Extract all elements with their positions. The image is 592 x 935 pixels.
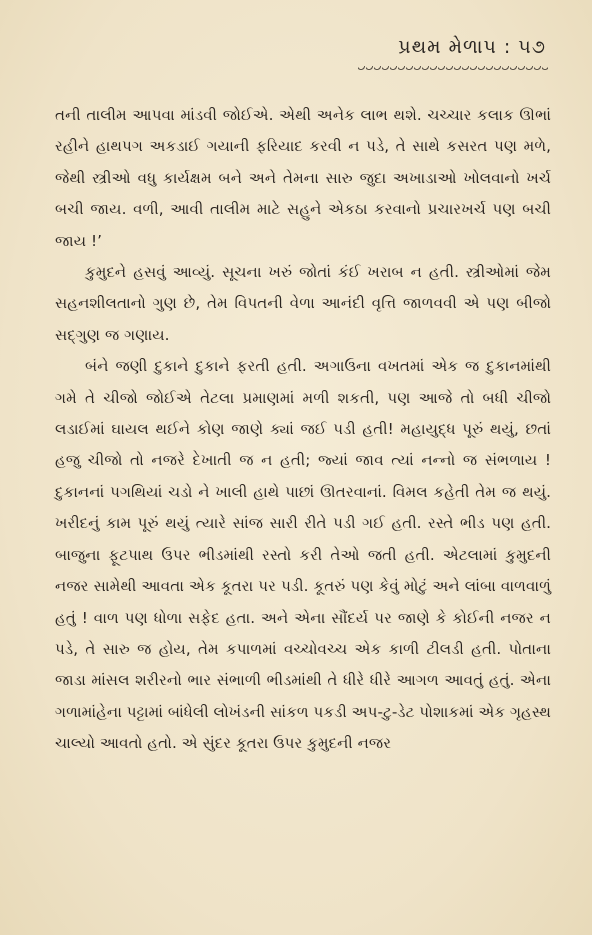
decorative-wavy-rule xyxy=(358,66,548,72)
paragraph-2: કુમુદને હસવું આવ્યું. સૂચના ખરું જોતાં કંઈ ખરાબ ન હતી. સ્ત્રીઓમાં જેમ સહનશીલતાનો ગુણ છે, તેમ વિપતની વેળા આનંદી વૃત્તિ જાળવવી એ પણ બીજો સદ્ગુણ જ ગણાય. xyxy=(55,263,551,344)
running-head: પ્રથમ મેળાપ : ૫૭ xyxy=(398,36,546,58)
body-text xyxy=(55,100,551,760)
paragraph-1: તની તાલીમ આપવા માંડવી જોઈએ. એથી અનેક લાભ થશે. ચચ્ચાર કલાક ઊભાં રહીને હાથપગ અકડાઈ ગયાની ફરિયાદ કરવી ન પડે, તે સાથે કસરત પણ મળે, જેથી સ્ત્રીઓ વધુ કાર્યક્ષમ બને અને તેમના સારુ જુદા અખાડાઓ ખોલવાનો ખર્ચ બચી જાય. વળી, આવી તાલીમ માટે સહુને એકઠા કરવાનો પ્રચારખર્ચ પણ બચી જાય !’ xyxy=(55,106,551,250)
paragraph-3: બંને જણી દુકાને દુકાને ફરતી હતી. અગાઉના વખતમાં એક જ દુકાનમાંથી ગમે તે ચીજો જોઈએ તેટલા પ્રમાણમાં મળી શકતી, પણ આજે તો બધી ચીજો લડાઈમાં ઘાયલ થઈને કોણ જાણે ક્યાં જઈ પડી હતી! મહાયુદ્ધ પૂરું થયું, છતાં હજુ ચીજો તો નજરે દેખાતી જ ન હતી; જ્યાં જાવ ત્યાં નન્નો જ સંભળાય ! દુકાનનાં પગથિયાં ચડો ને ખાલી હાથે પાછાં ઊતરવાનાં. વિમલ કહેતી તેમ જ થયું. ખરીદનું કામ પૂરું થયું ત્યારે સાંજ સારી રીતે પડી ગઈ હતી. રસ્તે ભીડ પણ હતી. બાજુના ફૂટપાથ ઉપર ભીડમાંથી રસ્તો કરી તેઓ જતી હતી. એટલામાં કુમુદની નજર સામેથી આવતા એક કૂતરા પર પડી. કૂતરું પણ કેવું મોટું અને લાંબા વાળવાળું હતું ! વાળ પણ ધોળા સફેદ હતા. અને એના સૌંદર્ય પર જાણે કે કોઈની નજર ન પડે, તે સારુ જ હોય, તેમ કપાળમાં વચ્ચોવચ્ચ એક કાળી ટીલડી હતી. પોતાના જાડા માંસલ શરીરનો ભાર સંભાળી ભીડમાંથી તે ધીરે ધીરે આગળ આવતું હતું. એના ગળામાંહેના પટ્ટામાં બાંધેલી લોખંડની સાંકળ પકડી અપ-ટુ-ડેટ પોશાકમાં એક ગૃહસ્થ ચાલ્યો આવતો હતો. એ સુંદર કૂતરા ઉપર કુમુદની નજર xyxy=(55,357,552,753)
